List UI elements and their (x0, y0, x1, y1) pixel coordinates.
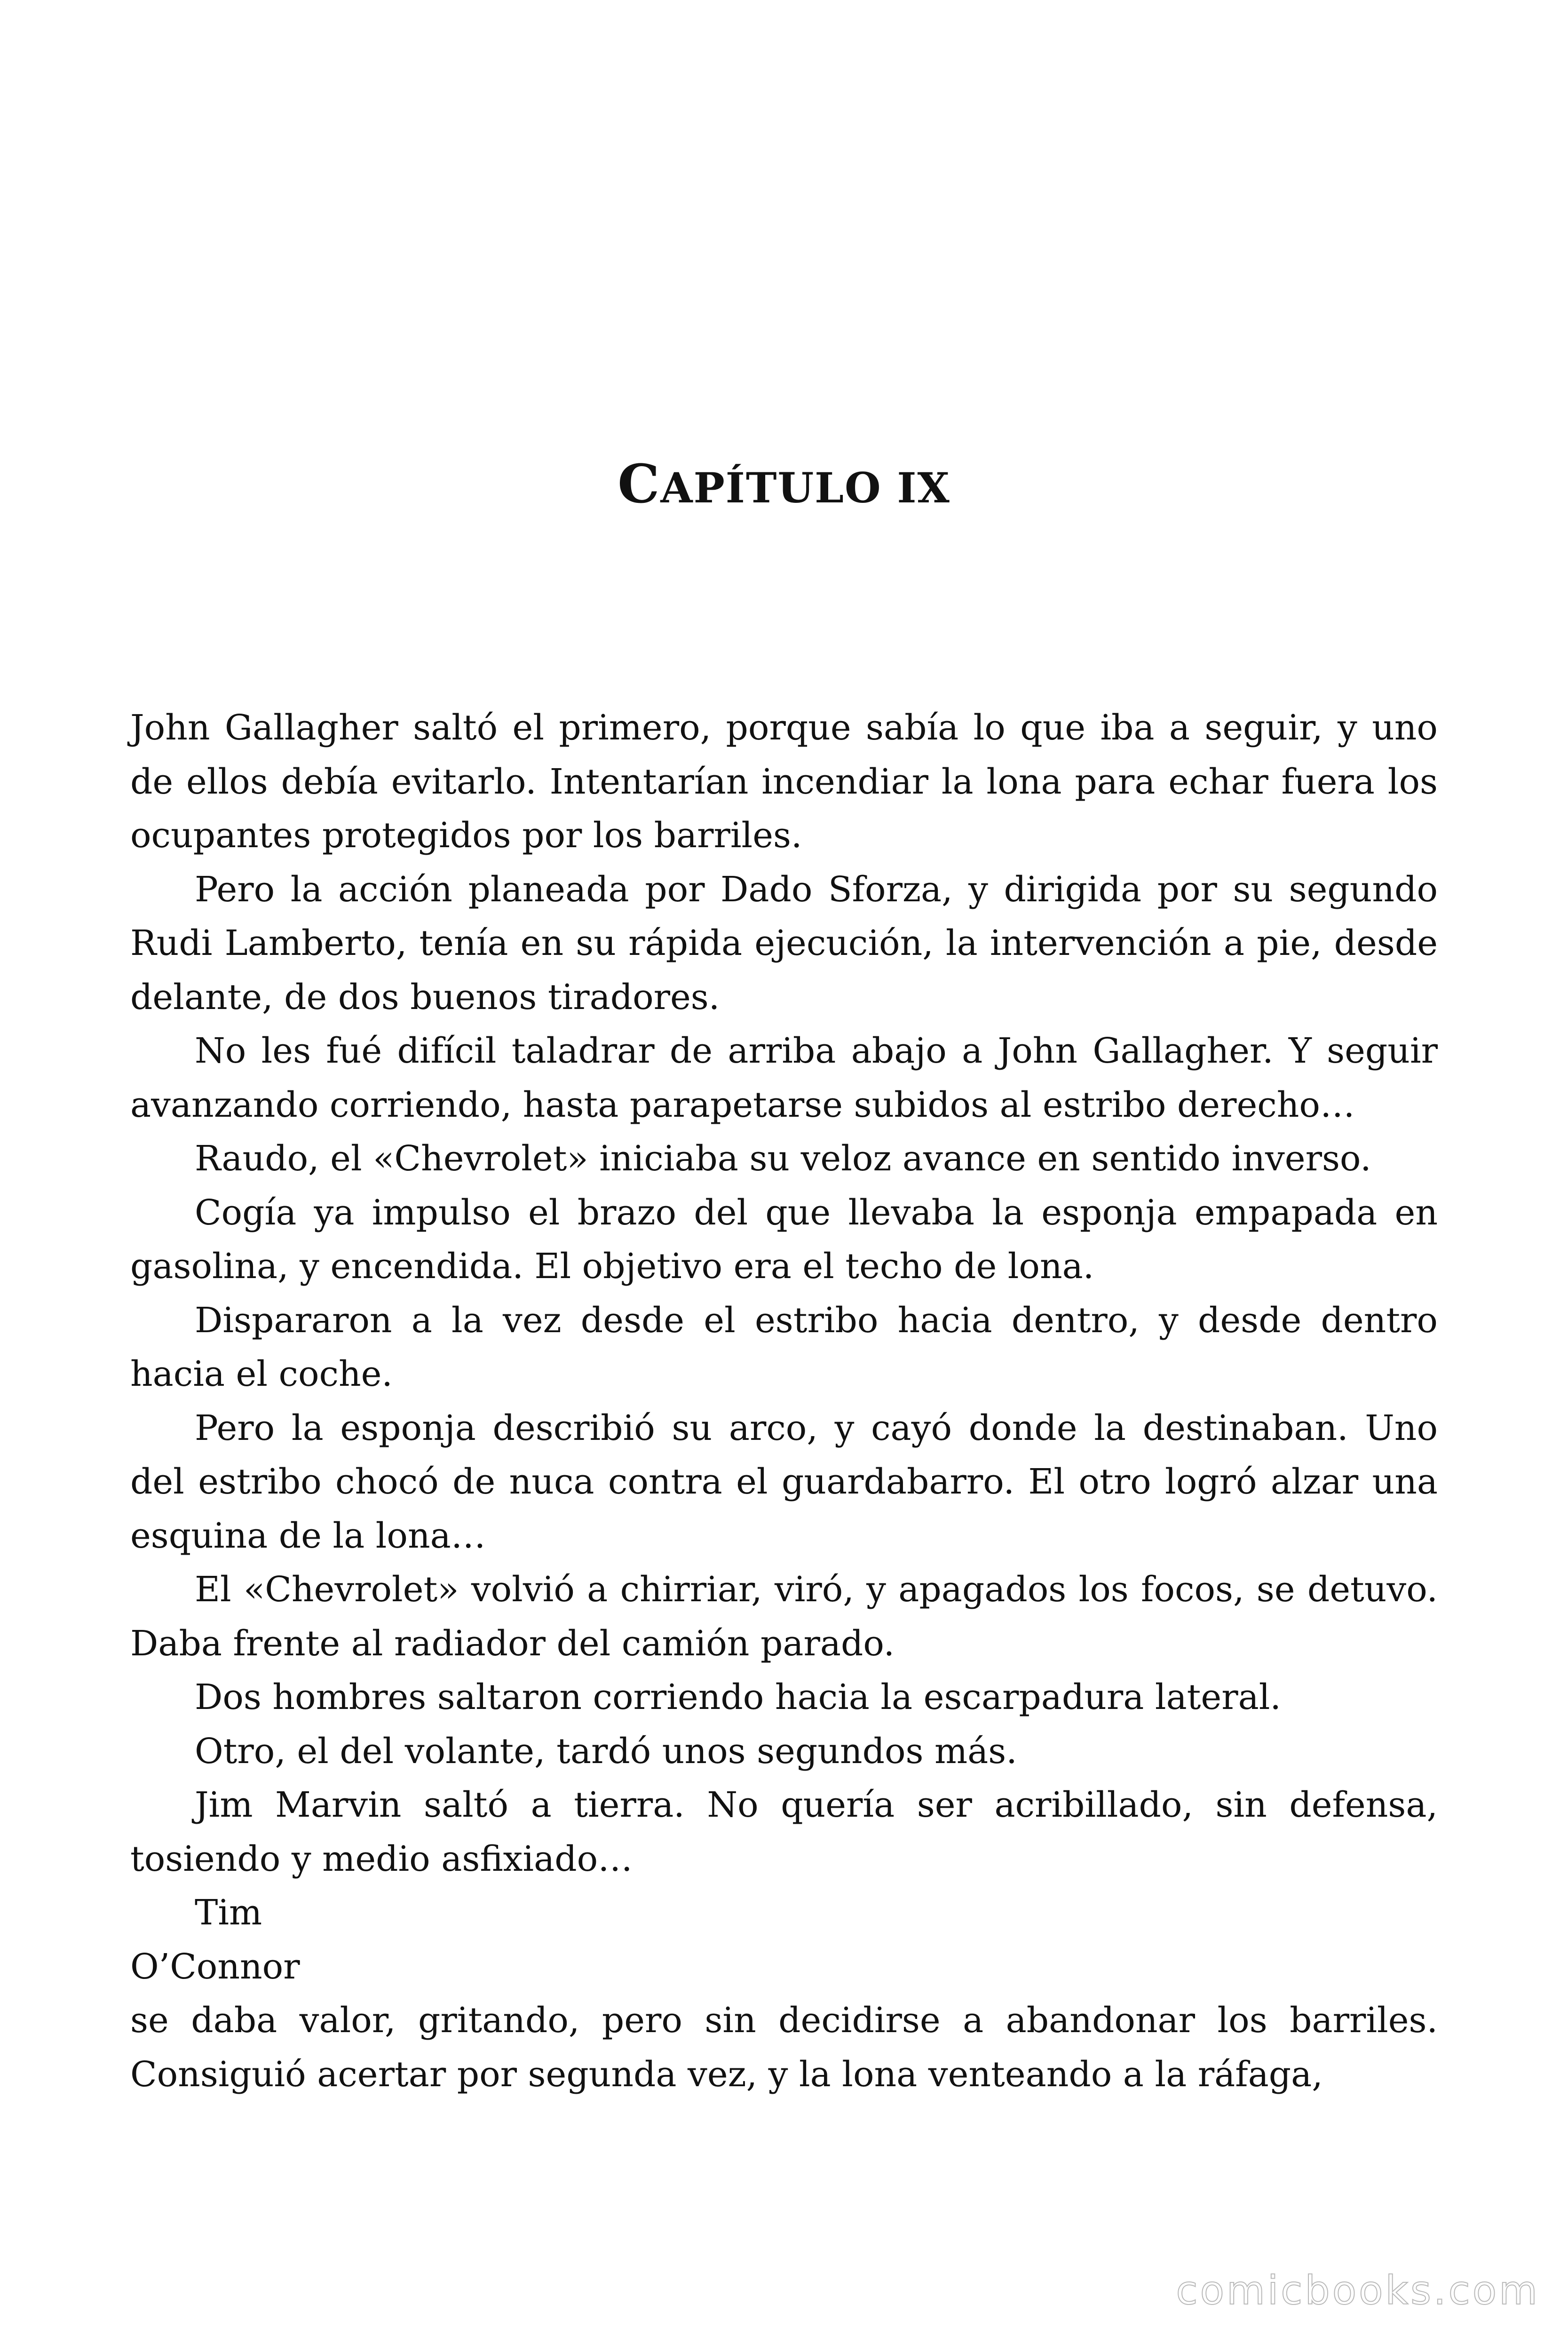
paragraph: Dispararon a la vez desde el estribo hacia dentro, y desde dentro hacia el coche. (130, 1300, 1438, 1394)
watermark-logo: comicbooks.com (1176, 2267, 1540, 2313)
chapter-body (130, 701, 1438, 2101)
paragraph: O’Connor (130, 1946, 300, 1987)
paragraph: No les fué difícil taladrar de arriba abajo a John Gallagher. Y seguir avanzando corriendo, hasta parapetarse subidos al estribo derecho… (130, 1031, 1438, 1125)
paragraph: John Gallagher saltó el primero, porque sabía lo que iba a seguir, y uno de ellos debía evitarlo. Intentarían incendiar la lona para echar fuera los ocupantes protegidos por los barriles. (130, 707, 1438, 856)
paragraph: Pero la acción planeada por Dado Sforza, y dirigida por su segundo Rudi Lamberto, tenía en su rápida ejecución, la intervención a pie, desde delante, de dos buenos tiradores. (130, 869, 1438, 1017)
paragraph: Tim (195, 1892, 262, 1933)
paragraph: Dos hombres saltaron corriendo hacia la escarpadura lateral. (195, 1677, 1281, 1717)
paragraph: Raudo, el «Chevrolet» iniciaba su veloz avance en sentido inverso. (195, 1138, 1371, 1179)
chapter-title (0, 452, 1568, 521)
paragraph: Pero la esponja describió su arco, y cayó donde la destinaban. Uno del estribo chocó de nuca contra el guardabarro. El otro logró alzar una esquina de la lona… (130, 1407, 1438, 1556)
paragraph: El «Chevrolet» volvió a chirriar, viró, y apagados los focos, se detuvo. Daba frente al radiador del camión parado. (130, 1569, 1438, 1664)
chapter-title-rest: APÍTULO IX (660, 463, 950, 512)
paragraph: se daba valor, gritando, pero sin decidirse a abandonar los barriles. Consiguió acertar por segunda vez, y la lona venteando a la ráfaga, (130, 2000, 1438, 2095)
paragraph: Otro, el del volante, tardó unos segundos más. (195, 1731, 1017, 1772)
chapter-title-initial: C (618, 453, 661, 515)
paragraph: Jim Marvin saltó a tierra. No quería ser acribillado, sin defensa, tosiendo y medio asfixiado… (130, 1785, 1438, 1879)
paragraph: Cogía ya impulso el brazo del que llevaba la esponja empapada en gasolina, y encendida. El objetivo era el techo de lona. (130, 1192, 1438, 1287)
